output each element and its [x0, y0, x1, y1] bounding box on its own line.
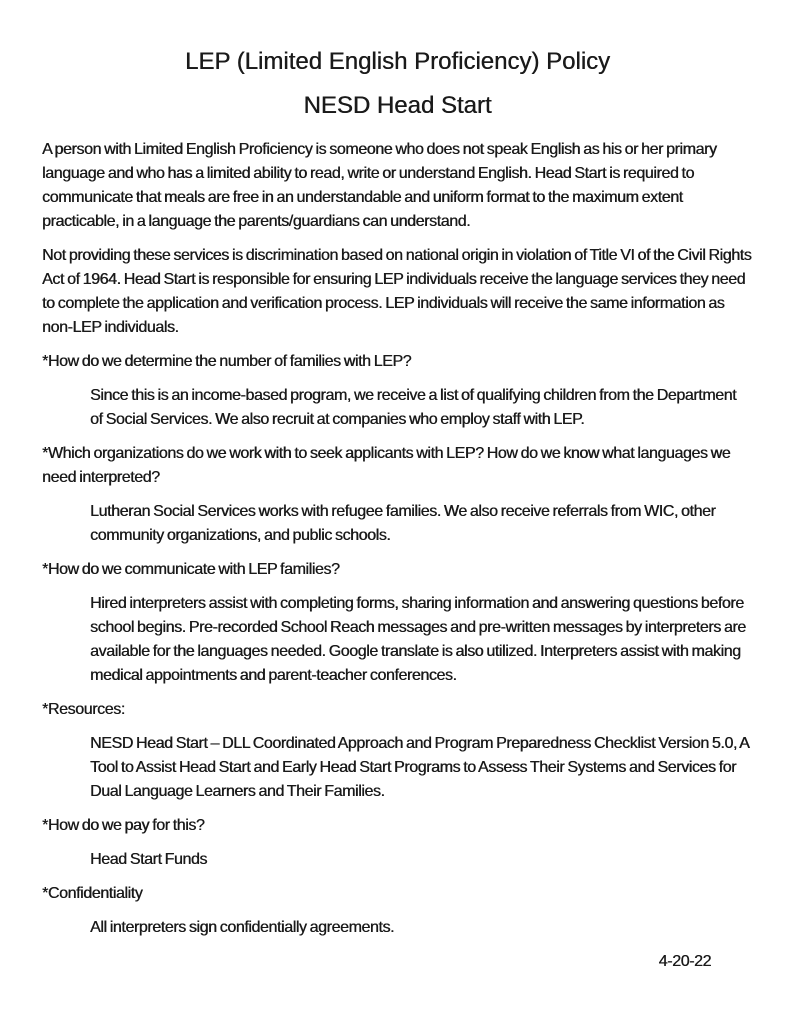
question-confidentiality: *Confidentiality	[42, 885, 143, 902]
answer-communication: Hired interpreters assist with completing forms, sharing information and answering questions before school begins. Pre-recorded School Reach messages and pre-written messages by interpreters are available for the languages needed. Google translate is also utilized. Interpreters assist with making medical appointments and parent-teacher conferences.	[90, 595, 746, 684]
document-subtitle: NESD Head Start	[303, 92, 492, 119]
answer-confidentiality: All interpreters sign confidentially agreements.	[90, 919, 395, 936]
intro-paragraph-2: Not providing these services is discrimination based on national origin in violation of Title VI of the Civil Rights Act of 1964. Head Start is responsible for ensuring LEP individuals receive the language services they need to complete the application and verification process. LEP individuals will receive the same information as non-LEP individuals.	[42, 247, 752, 336]
intro-paragraph-1: A person with Limited English Proficiency is someone who does not speak English as his or her primary language and who has a limited ability to read, write or understand English. Head Start is required to communicate that meals are free in an understandable and uniform format to the maximum extent practicable, in a language the parents/guardians can understand.	[42, 141, 717, 230]
question-families-count: *How do we determine the number of families with LEP?	[42, 353, 412, 370]
question-organizations: *Which organizations do we work with to seek applicants with LEP? How do we know what languages we need interpreted?	[42, 445, 731, 486]
question-payment: *How do we pay for this?	[42, 817, 205, 834]
answer-resources: NESD Head Start – DLL Coordinated Approach and Program Preparedness Checklist Version 5.0, A Tool to Assist Head Start and Early Head Start Programs to Assess Their Systems and Services for Dual Language Learners and Their Families.	[90, 735, 749, 800]
answer-payment: Head Start Funds	[90, 851, 207, 868]
question-resources: *Resources:	[42, 701, 125, 718]
question-communication: *How do we communicate with LEP families?	[42, 561, 340, 578]
document-title: LEP (Limited English Proficiency) Policy	[184, 48, 611, 75]
answer-families-count: Since this is an income-based program, we receive a list of qualifying children from the Department of Social Services. We also recruit at companies who employ staff with LEP.	[90, 387, 737, 428]
answer-organizations: Lutheran Social Services works with refugee families. We also receive referrals from WIC, other community organizations, and public schools.	[90, 503, 716, 544]
document-date: 4-20-22	[658, 953, 711, 970]
